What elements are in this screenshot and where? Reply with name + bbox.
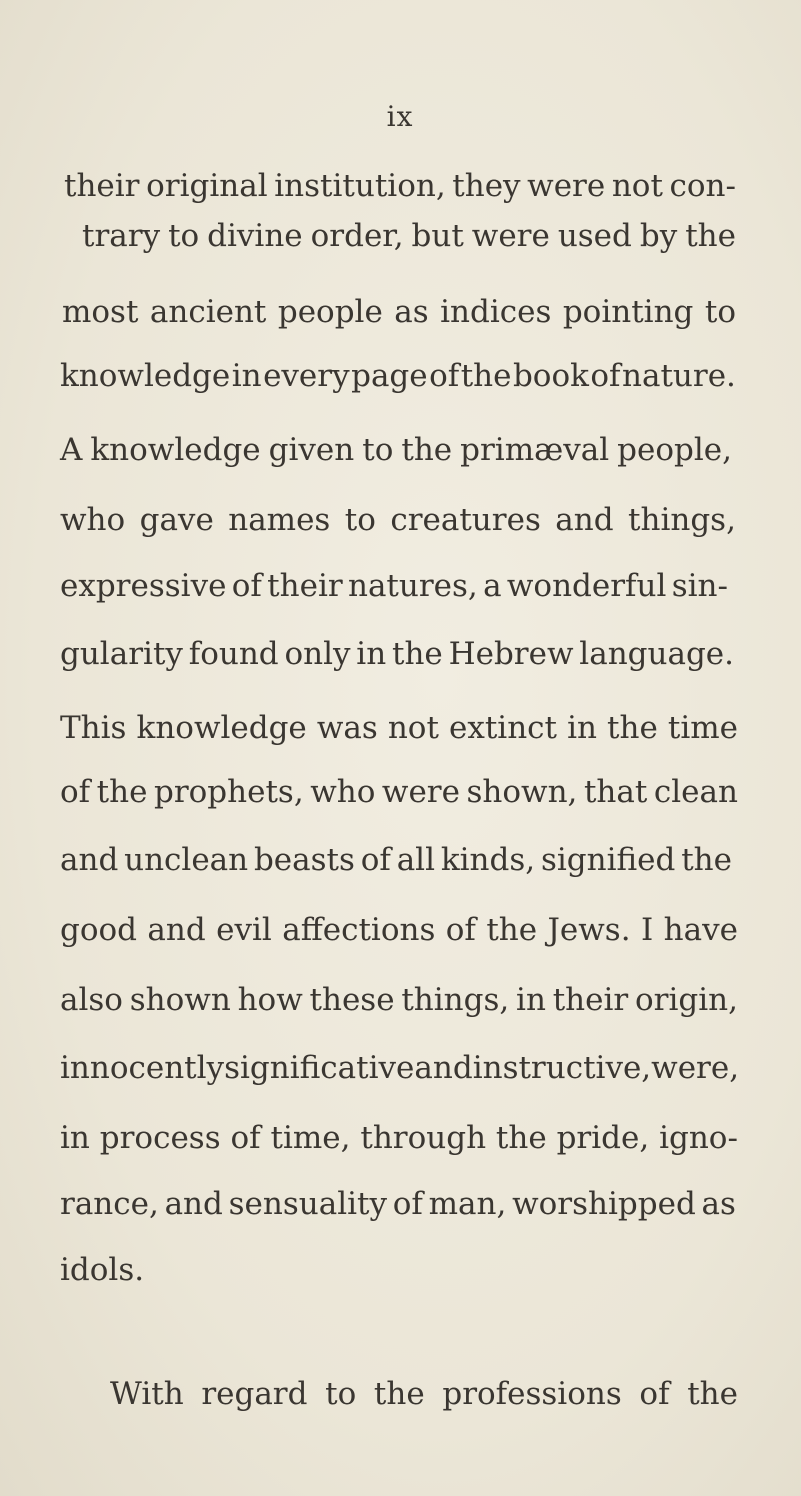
text-line: rance, and sensuality of man, worshipped as [60,1186,736,1222]
text-line: who gave names to creatures and things, [60,502,736,538]
text-line: A knowledge given to the primæval people, [60,432,732,468]
text-line: knowledge in every page of the book of nature. [60,358,736,394]
text-line: idols. [60,1252,145,1288]
text-line: With regard to the professions of the [110,1376,738,1412]
text-line: of the prophets, who were shown, that clean [60,774,738,810]
text-line: good and evil affections of the Jews. I have [60,912,738,948]
text-line: and unclean beasts of all kinds, signified the [60,842,732,878]
text-line: most ancient people as indices pointing to [62,294,736,330]
text-line: gularity found only in the Hebrew language. [60,636,734,672]
text-line: innocently significative and instructive, were, [60,1050,740,1086]
text-line: trary to divine order, but were used by the [82,218,736,254]
text-line: in process of time, through the pride, igno- [60,1120,738,1156]
text-line: This knowledge was not extinct in the time [60,710,738,746]
text-line: their original institution, they were not con- [64,168,736,204]
page-number: ix [386,100,414,133]
text-line: expressive of their natures, a wonderful sin- [60,568,728,604]
text-line: also shown how these things, in their origin, [60,982,738,1018]
